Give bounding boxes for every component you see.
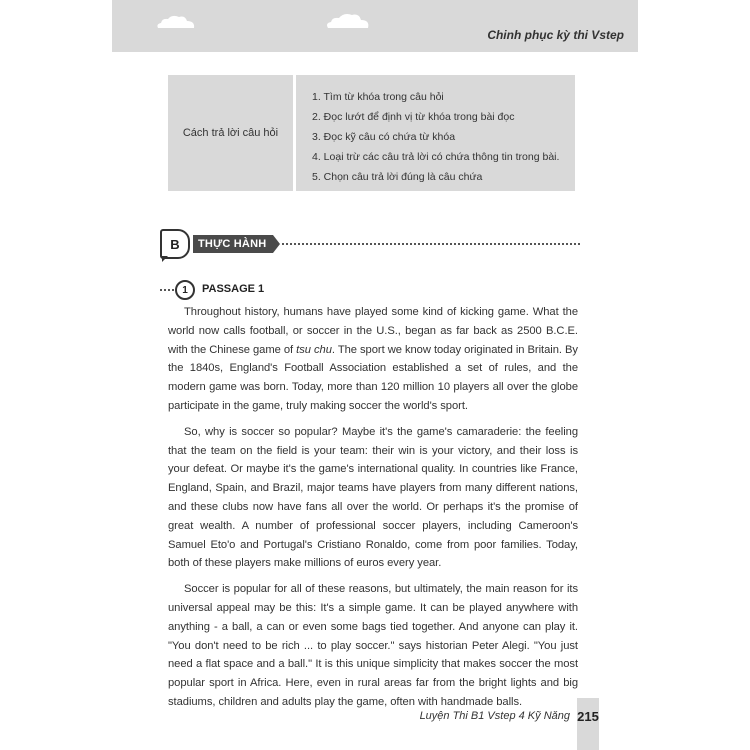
passage-body	[168, 303, 578, 719]
dotted-lead	[160, 289, 174, 291]
dotted-divider	[282, 243, 580, 245]
paragraph	[168, 303, 578, 416]
section-heading	[160, 229, 580, 263]
footer-book-title: Luyện Thi B1 Vstep 4 Kỹ Năng	[419, 710, 570, 722]
passage-title: PASSAGE 1	[202, 283, 265, 295]
header-band	[112, 0, 638, 52]
page-number: 215	[577, 709, 599, 724]
method-step: 5. Chọn câu trả lời đúng là câu chứa	[312, 171, 483, 183]
method-label: Cách trả lời câu hỏi	[182, 127, 279, 139]
method-step: 1. Tìm từ khóa trong câu hỏi	[312, 91, 444, 103]
method-step: 4. Loại trừ các câu trả lời có chứa thông tin trong bài.	[312, 151, 560, 163]
method-step: 3. Đọc kỹ câu có chứa từ khóa	[312, 131, 456, 143]
speech-tail-icon	[162, 256, 168, 262]
section-letter: B	[160, 229, 190, 259]
passage-number-badge: 1	[175, 280, 195, 300]
cloud-icon	[156, 17, 166, 27]
banner-arrow-icon	[273, 235, 280, 253]
paragraph: Soccer is popular for all of these reasons, but ultimately, the main reason for its universal appeal may be this: It's a simple game. It can be played anywhere with anything - a ball, a can or even some bags tied together. And anyone can play it. "You don't need to be rich ... to play soccer." says historian Peter Alegi. "You just need a flat space and a ball." It is this unique simplicity that makes soccer the most popular sport in Africa. Here, even in rural areas far from the bright lights and big stadiums, children and adults play the game, often with handmade balls.	[168, 583, 578, 708]
header-title: Chinh phục kỳ thi Vstep	[487, 28, 624, 42]
method-steps	[296, 75, 575, 191]
paragraph: So, why is soccer so popular? Maybe it's the game's camaraderie: the feeling that the team on the field is your team: their win is your victory, and their loss is your defeat. Or maybe it's the game's international quality. In countries like France, England, Spain, and Brazil, major teams have players from many different nations, and these clubs now have fans all over the world. Or perhaps it's the promise of great wealth. A number of professional soccer players, including Cameroon's Samuel Eto'o and Portugal's Cristiano Ronaldo, come from poor families. Today, both of these players make millions of euros every year.	[168, 425, 578, 570]
answer-method-table	[168, 75, 575, 191]
passage-heading	[160, 280, 360, 300]
paragraph-text: . The sport we know today originated in Britain. By the 1840s, England's Football Association established a set of rules, and the modern game was born. Today, more than 120 million 10 players all over the globe participate in the game, truly making soccer the world's sport.	[168, 343, 578, 412]
cloud-icon	[324, 12, 372, 30]
italic-term: tsu chu	[296, 343, 332, 356]
section-title: THỰC HÀNH	[193, 235, 273, 253]
method-step: 2. Đọc lướt để định vị từ khóa trong bài đọc	[312, 111, 515, 123]
paragraph-text: Throughout history, humans have played some kind of kicking game. What the world now calls football, or soccer in the U.S., began as far back as 2500 B.C.E. with the Chinese game of	[168, 306, 578, 356]
page-tab	[577, 698, 599, 750]
